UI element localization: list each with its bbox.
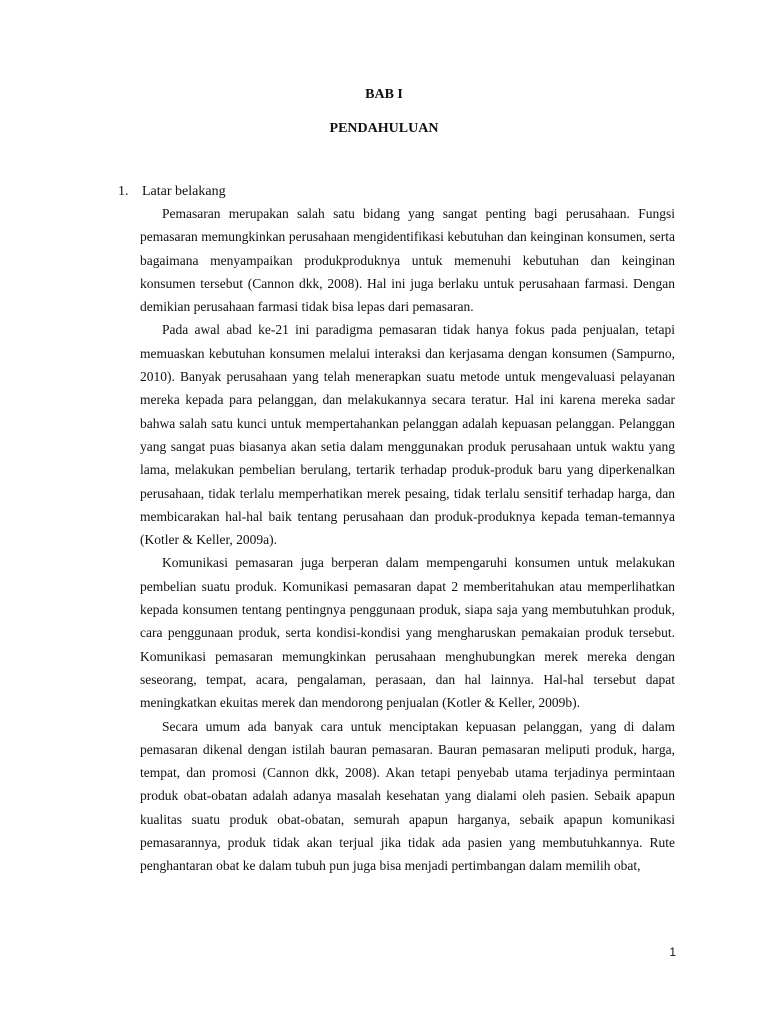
chapter-heading: BAB I: [365, 87, 403, 102]
paragraph: Pada awal abad ke-21 ini paradigma pemasaran tidak hanya fokus pada penjualan, tetapi memuaskan kebutuhan konsumen melalui interaksi dan kerjasama dengan konsumen (Sampurno, 2010). Banyak perusahaan yang telah menerapkan suatu metode untuk mengevaluasi pelayanan mereka kepada para pelanggan, dan melakukannya secara teratur. Hal ini karena mereka sadar bahwa salah satu kunci untuk mempertahankan pelanggan adalah kepuasan pelanggan. Pelanggan yang sangat puas biasanya akan setia dalam menggunakan produk perusahaan untuk waktu yang lama, melakukan pembelian berulang, tertarik terhadap produk-produk baru yang diperkenalkan perusahaan, tidak terlalu memperhatikan merek pesaing, tidak terlalu sensitif terhadap harga, dan membicarakan hal-hal baik tentang perusahaan dan produk-produknya kepada teman-temannya (Kotler & Keller, 2009a).: [140, 322, 675, 548]
paragraph: Komunikasi pemasaran juga berperan dalam mempengaruhi konsumen untuk melakukan pembelian suatu produk. Komunikasi pemasaran dapat 2 memberitahukan atau memperlihatkan kepada konsumen tentang pentingnya penggunaan produk, siapa saja yang membutuhkan produk, cara penggunaan produk, serta kondisi-kondisi yang mengharuskan pemakaian produk tersebut. Komunikasi pemasaran memungkinkan perusahaan menghubungkan merek mereka dengan seseorang, tempat, acara, pengalaman, perasaan, dan hal lainnya. Hal-hal tersebut dapat meningkatkan ekuitas merek dan mendorong penjualan (Kotler & Keller, 2009b).: [140, 555, 675, 711]
body-text: [140, 202, 675, 878]
chapter-title: PENDAHULUAN: [329, 121, 439, 136]
section-heading: [118, 184, 226, 200]
page-number: 1: [669, 945, 676, 959]
paragraph: Secara umum ada banyak cara untuk menciptakan kepuasan pelanggan, yang di dalam pemasaran dikenal dengan istilah bauran pemasaran. Bauran pemasaran meliputi produk, harga, tempat, dan promosi (Cannon dkk, 2008). Akan tetapi penyebab utama terjadinya permintaan produk obat-obatan adalah adanya masalah kesehatan yang dialami oleh pasien. Sebaik apapun kualitas suatu produk obat-obatan, semurah apapun harganya, sebaik apapun komunikasi pemasarannya, produk tidak akan terjual jika tidak ada pasien yang membutuhkannya. Rute penghantaran obat ke dalam tubuh pun juga bisa menjadi pertimbangan dalam memilih obat,: [140, 718, 675, 874]
section-title: Latar belakang: [142, 184, 226, 199]
paragraph: Pemasaran merupakan salah satu bidang yang sangat penting bagi perusahaan. Fungsi pemasaran memungkinkan perusahaan mengidentifikasi kebutuhan dan keinginan konsumen, serta bagaimana menyampaikan produkproduknya untuk memenuhi kebutuhan dan keinginan konsumen tersebut (Cannon dkk, 2008). Hal ini juga berlaku untuk perusahaan farmasi. Dengan demikian perusahaan farmasi tidak bisa lepas dari pemasaran.: [140, 206, 675, 315]
section-number: 1.: [118, 184, 129, 199]
